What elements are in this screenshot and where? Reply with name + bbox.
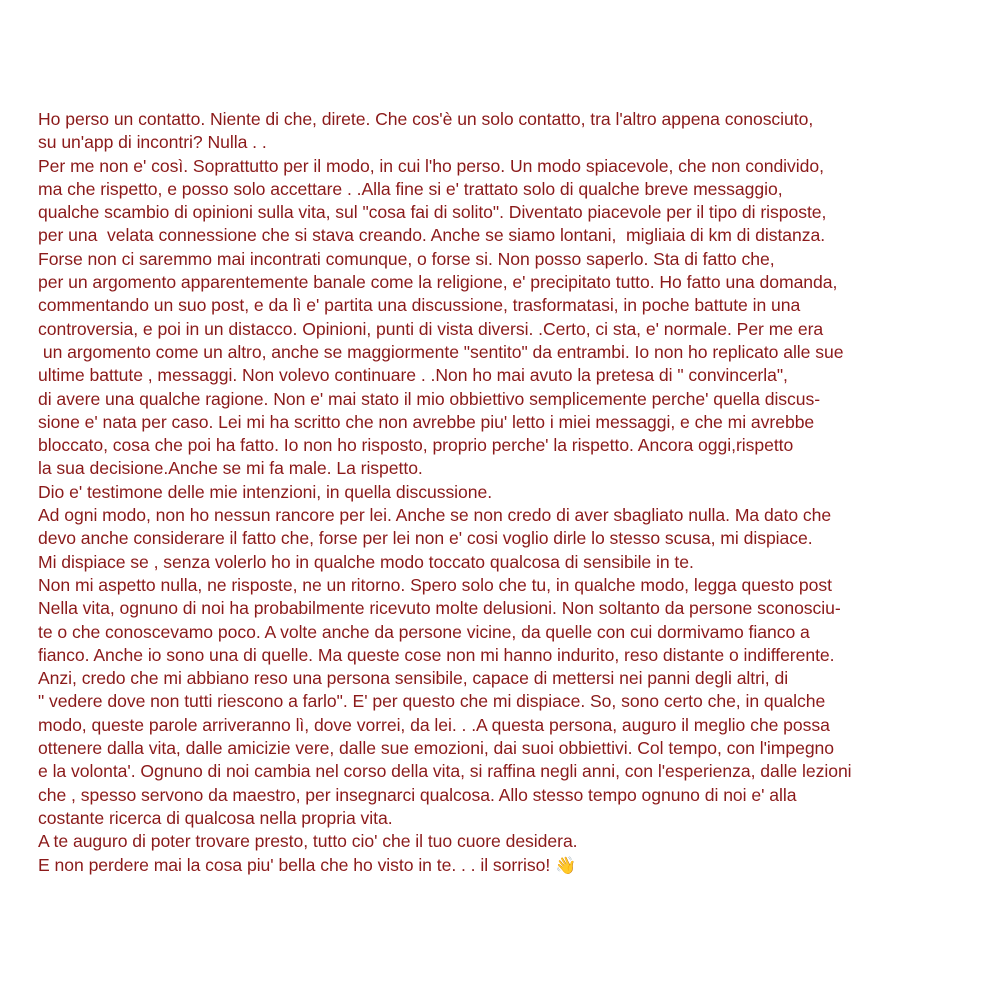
text-line: di avere una qualche ragione. Non e' mai stato il mio obbiettivo semplicemente perche' quella discus-: [38, 388, 821, 409]
text-line: Anzi, credo che mi abbiano reso una persona sensibile, capace di mettersi nei panni degli altri, di: [38, 668, 789, 689]
text-line: te o che conoscevamo poco. A volte anche da persone vicine, da quelle con cui dormivamo fianco a: [38, 621, 810, 642]
text-line: Ho perso un contatto. Niente di che, direte. Che cos'è un solo contatto, tra l'altro appena conosciuto,: [38, 109, 814, 129]
post-text-body: [38, 108, 978, 877]
text-line: e la volonta'. Ognuno di noi cambia nel corso della vita, si raffina negli anni, con l'esperienza, dalle lezioni: [38, 761, 852, 782]
text-line: sione e' nata per caso. Lei mi ha scritto che non avrebbe piu' letto i miei messaggi, e che mi avrebbe: [38, 411, 815, 432]
text-line: Ad ogni modo, non ho nessun rancore per lei. Anche se non credo di aver sbagliato nulla. Ma dato che: [38, 505, 832, 526]
text-line: qualche scambio di opinioni sulla vita, sul "cosa fai di solito". Diventato piacevole per il tipo di risposte,: [38, 202, 827, 223]
text-line: Forse non ci saremmo mai incontrati comunque, o forse si. Non posso saperlo. Sta di fatto che,: [38, 248, 775, 269]
text-line: un argomento come un altro, anche se maggiormente "sentito" da entrambi. Io non ho replicato alle sue: [38, 341, 844, 362]
text-line: per una velata connessione che si stava creando. Anche se siamo lontani, migliaia di km di distanza.: [38, 225, 826, 246]
text-line: ultime battute , messaggi. Non volevo continuare . .Non ho mai avuto la pretesa di " convincerla",: [38, 365, 788, 386]
text-line: Non mi aspetto nulla, ne risposte, ne un ritorno. Spero solo che tu, in qualche modo, legga questo post: [38, 574, 832, 595]
waving-hand-icon: 👋: [555, 855, 577, 876]
text-line: costante ricerca di qualcosa nella propria vita.: [38, 807, 393, 828]
text-line: commentando un suo post, e da lì e' partita una discussione, trasformatasi, in poche battute in una: [38, 295, 801, 316]
text-line: Mi dispiace se , senza volerlo ho in qualche modo toccato qualcosa di sensibile in te.: [38, 551, 694, 572]
text-line: bloccato, cosa che poi ha fatto. Io non ho risposto, proprio perche' la rispetto. Ancora oggi,rispetto: [38, 435, 794, 456]
text-line: A te auguro di poter trovare presto, tutto cio' che il tuo cuore desidera.: [38, 831, 578, 852]
text-line: per un argomento apparentemente banale come la religione, e' precipitato tutto. Ho fatto una domanda,: [38, 272, 838, 293]
text-line: su un'app di incontri? Nulla . .: [38, 132, 267, 153]
text-line: la sua decisione.Anche se mi fa male. La rispetto.: [38, 458, 423, 479]
text-line: " vedere dove non tutti riescono a farlo". E' per questo che mi dispiace. So, sono certo che, in qualche: [38, 691, 826, 712]
closing-line: [38, 854, 978, 877]
text-line: modo, queste parole arriveranno lì, dove vorrei, da lei. . .A questa persona, auguro il meglio che possa: [38, 714, 830, 735]
text-line: ma che rispetto, e posso solo accettare . .Alla fine si e' trattato solo di qualche breve messaggio,: [38, 178, 783, 199]
text-line: Dio e' testimone delle mie intenzioni, in quella discussione.: [38, 481, 493, 502]
closing-line-text: E non perdere mai la cosa piu' bella che ho visto in te. . . il sorriso!: [38, 854, 556, 875]
text-line: fianco. Anche io sono una di quelle. Ma queste cose non mi hanno indurito, reso distante o indifferente.: [38, 644, 835, 665]
text-line: che , spesso servono da maestro, per insegnarci qualcosa. Allo stesso tempo ognuno di noi e' alla: [38, 784, 797, 805]
text-line: Nella vita, ognuno di noi ha probabilmente ricevuto molte delusioni. Non soltanto da persone sconosciu-: [38, 598, 841, 619]
text-line: devo anche considerare il fatto che, forse per lei non e' cosi voglio dirle lo stesso scusa, mi dispiace.: [38, 528, 813, 549]
text-line: controversia, e poi in un distacco. Opinioni, punti di vista diversi. .Certo, ci sta, e' normale. Per me era: [38, 318, 824, 339]
text-line: ottenere dalla vita, dalle amicizie vere, dalle sue emozioni, dai suoi obbiettivi. Col tempo, con l'impegno: [38, 738, 835, 759]
text-line: Per me non e' così. Soprattutto per il modo, in cui l'ho perso. Un modo spiacevole, che non condivido,: [38, 155, 824, 176]
